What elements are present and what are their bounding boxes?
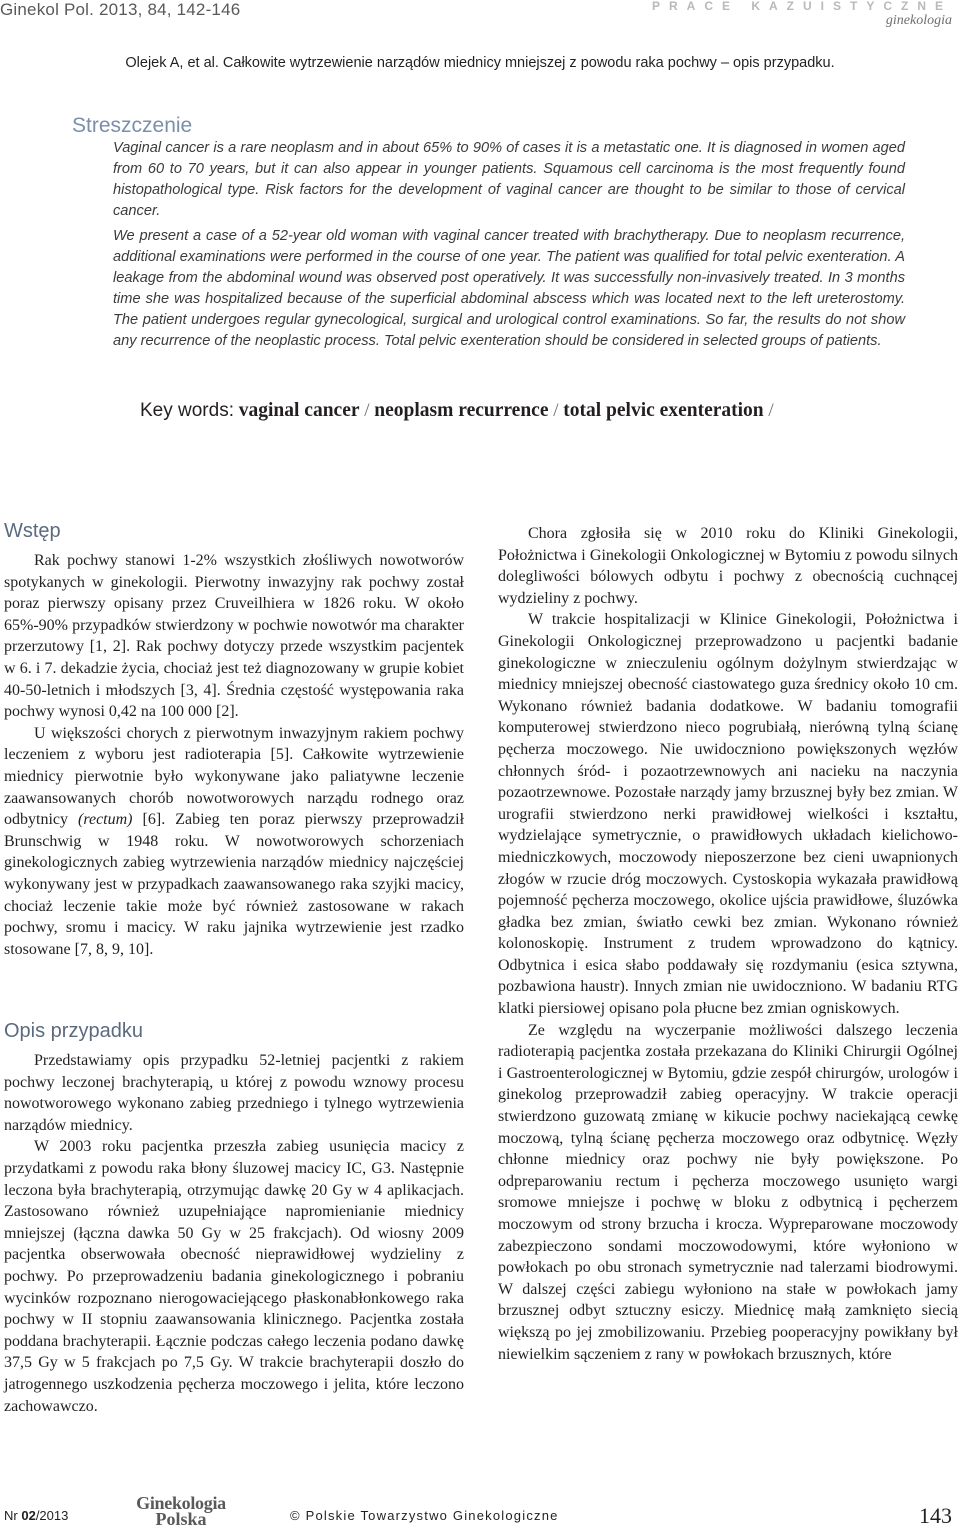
- body-paragraph: Rak pochwy stanowi 1-2% wszystkich złośliwych nowotworów spotykanych w ginekologii. Pierwotny inwazyjny rak pochwy został poraz pierwszy opisany przez Cruveilhiera w 1826 roku. W około 65%-90% przypadków stwierdzony w pochwie nowotwór ma charakter przerzutowy [1, 2]. Rak pochwy dotyczy przede wszystkim pacjentek w 6. i 7. dekadzie życia, chociaż jest też diagnozowany w grupie kobiet 40-50-letnich i młodszych [3, 4]. Średnia częstość występowania raka pochwy wynosi 0,42 na 100 000 [2].: [4, 552, 464, 721]
- header-right: [652, 0, 952, 29]
- section-heading-wstep: Wstęp: [4, 520, 61, 542]
- article-series: PRACE KAZUISTYCZNE: [651, 0, 952, 13]
- body-paragraph: W trakcie hospitalizacji w Klinice Ginekologii, Położnictwa i Ginekologii Onkologicznej przeprowadzono u pacjentki badanie ginekologiczne w znieczuleniu ogólnym dożylnym stwierdzając w miednicy mniejszej obecność ciastowatego guza średnicy około 10 cm. Wykonano również badania dodatkowe. W badaniu tomografii komputerowej stwierdzono nieco pogrubiałą, nierówną tylną ścianę pęcherza moczowego. Nie uwidoczniono powiększonych węzłów chłonnych śród- i pozaotrzewnowych ani nacieku na naczynia pozaotrzewnowe. Pozostałe narządy jamy brzusznej były bez zmian. W urografii stwierdzono nerki prawidłowej wielkości i kształtu, wydzielające symetrycznie, o prawidłowych układach kielichowo-miedniczkowych, moczowody nieposzerzone bez cieni uwapnionych złogów w rzucie dróg moczowych. Cystoskopia wykazała prawidłową pojemność pęcherza moczowego, okolice ujścia prawidłowe, śluzówka gładka bez zmian, światło cewki bez zmian. Wykonano również kolonoskopię. Instrument z trudem wprowadzono do kątnicy. Odbytnica i esica słabo poddawały się rozdymaniu (esica sztywna, pozbawiona haustr). Innych zmian nie uwidoczniono. W badaniu RTG klatki piersiowej opisano pola płucne bez zmian ogniskowych.: [498, 611, 958, 1018]
- keyword: total pelvic exenteration: [563, 400, 764, 421]
- copyright: © Polskie Towarzystwo Ginekologiczne: [290, 1508, 559, 1523]
- body-paragraph: Ze względu na wyczerpanie możliwości dalszego leczenia radioterapią pacjentka została przekazana do Kliniki Chirurgii Ogólnej i Gastroenterologicznej w Bytomiu, gdzie zespół chirurgów, urologów i ginekolog przeprowadził zabieg operacyjny. W trakcie operacji stwierdzono guzowatą zmianę w kikucie pochwy naciekającą cewkę moczową, tylną ścianę pęcherza moczowego oraz odbytnicę. Węzły chłonne miednicy oraz pochwy nie były powiększone. Po odpreparowaniu rectum i pęcherza moczowego usunięto wargi sromowe mniejsze i pochwę w bloku z odbytnicą i pęcherzem moczowym od strony brzucha i krocza. Wypreparowane moczowody zabezpieczono sondami moczowodowymi, które wyłoniono w powłokach po obu stronach symetrycznie nad talerzami biodrowymi. W dalszej części zabiegu wyłoniono na stałe w powłokach jamy brzusznej odbyt sztuczny esiczy. Miednicę małą zamknięto siecią większą po jej zmobilizowaniu. Przebieg pooperacyjny powikłany był niewielkim sączeniem z rany w powłokach brzusznych, które: [498, 1021, 958, 1363]
- abstract-paragraph: Vaginal cancer is a rare neoplasm and in about 65% to 90% of cases it is a metastatic one. It is diagnosed in women aged from 60 to 70 years, but it can also appear in younger patients. Squamous cell carcinoma is the most frequently found histopathological type. Risk factors for the development of vaginal cancer are thought to be similar to those of cervical cancer.: [113, 140, 905, 219]
- body-paragraph: W 2003 roku pacjentka przeszła zabieg usunięcia macicy z przydatkami z powodu raka błony śluzowej macicy IC, G3. Następnie leczona była brachyterapią, otrzymując dawkę 20 Gy w 4 aplikacjach. Zastosowano również uzupełniające napromienianie miednicy mniejszej (łączna dawka 50 Gy w 25 frakcjach). Od wiosny 2009 pacjentka obserwowała obecność nieprawidłowej wydzieliny z pochwy. Po przeprowadzeniu badania ginekologicznego i pobraniu wycinków rozpoznano nierogowaciejącego płaskonabłonkowego raka pochwy w II stopniu zaawansowania klinicznego. Pacjentka została poddana brachyterapii. Łącznie podczas całego leczenia podano dawkę 37,5 Gy w 5 frakcjach po 7,5 Gy. W trakcie brachyterapii doszło do jatrogennego uszkodzenia pęcherza moczowego i jelita, które leczono zachowawczo.: [4, 1138, 464, 1415]
- body-text: U większości chorych z pierwotnym inwazyjnym rakiem pochwy leczeniem z wyboru jest radioterapia [5]. Całkowite wytrzewienie miednicy pierwotnie było wykonywane jako paliatywne leczenie zaawansowanych chorób nowotworowych narządu rodnego oraz odbytnicy: [4, 724, 464, 829]
- body-paragraph: Przedstawiamy opis przypadku 52-letniej pacjentki z rakiem pochwy leczonej brachyterapią, u której z powodu wznowy procesu nowotworowego wykonano zabieg przedniego i tylnego wytrzewienia narządów miednicy.: [4, 1052, 464, 1134]
- keyword: neoplasm recurrence: [374, 400, 549, 421]
- section-body-opis: [4, 1050, 464, 1417]
- issue-prefix: Nr: [4, 1508, 18, 1523]
- keyword-separator: /: [364, 400, 370, 421]
- section-heading-opis: Opis przypadku: [4, 1020, 143, 1042]
- logo-line1: Ginekologia: [136, 1493, 226, 1513]
- body-paragraph: Chora zgłosiła się w 2010 roku do Kliniki Ginekologii, Położnictwa i Ginekologii Onkologicznej w Bytomiu z powodu silnych dolegliwości bólowych odbytu i pochwy z obecnością cuchnącej wydzieliny z pochwy.: [498, 525, 958, 607]
- abstract-paragraph: We present a case of a 52-year old woman with vaginal cancer treated with brachytherapy. Due to neoplasm recurrence, additional examinations were performed in the course of one year. The patient was qualified for total pelvic exenteration. A leakage from the abdominal wound was observed post operatively. It was successfully non-invasively treated. In 3 months time she was hospitalized because of the superficial abdominal abscess which was located next to the left ureterostomy. The patient undergoes regular gynecological, surgical and urological control examinations. So far, the results do not show any recurrence of the neoplastic process. Total pelvic exenteration should be considered in selected groups of patients.: [113, 228, 905, 349]
- keyword-separator: /: [768, 400, 774, 421]
- body-text-italic: (rectum): [78, 811, 133, 829]
- page-number: 143: [919, 1503, 952, 1528]
- keywords-label: Key words:: [140, 400, 234, 421]
- issue-number: [4, 1508, 68, 1523]
- keyword-separator: /: [553, 400, 559, 421]
- body-paragraph: [4, 723, 464, 961]
- journal-reference: Ginekol Pol. 2013, 84, 142-146: [0, 0, 241, 19]
- keyword: vaginal cancer: [238, 400, 360, 421]
- body-text: [6]. Zabieg ten poraz pierwszy przeprowadził Brunschwig w 1948 roku. W nowotworowych schorzeniach ginekologicznych zabieg wytrzewienia narządów miednicy najczęściej wykonywany jest w przypadkach zaawansowanego raka szyjki macicy, chociaż leczenie takie może być również zastosowane w rakach pochwy, sromu i macicy. W raku jajnika wytrzewienie jest rzadko stosowane [7, 8, 9, 10].: [4, 811, 465, 958]
- section-body-right: [498, 523, 958, 1365]
- logo-line2: Polska: [155, 1509, 207, 1529]
- journal-logo: [120, 1495, 242, 1527]
- issue-year: /2013: [35, 1508, 69, 1523]
- keywords: [140, 400, 774, 422]
- section-body-wstep: [4, 550, 464, 960]
- issue-number-value: 02: [21, 1508, 36, 1523]
- journal-name: ginekologia: [885, 13, 952, 28]
- citation-line: Olejek A, et al. Całkowite wytrzewienie narządów miednicy mniejszej z powodu raka pochwy – opis przypadku.: [125, 55, 835, 71]
- abstract-title: Streszczenie: [72, 114, 193, 137]
